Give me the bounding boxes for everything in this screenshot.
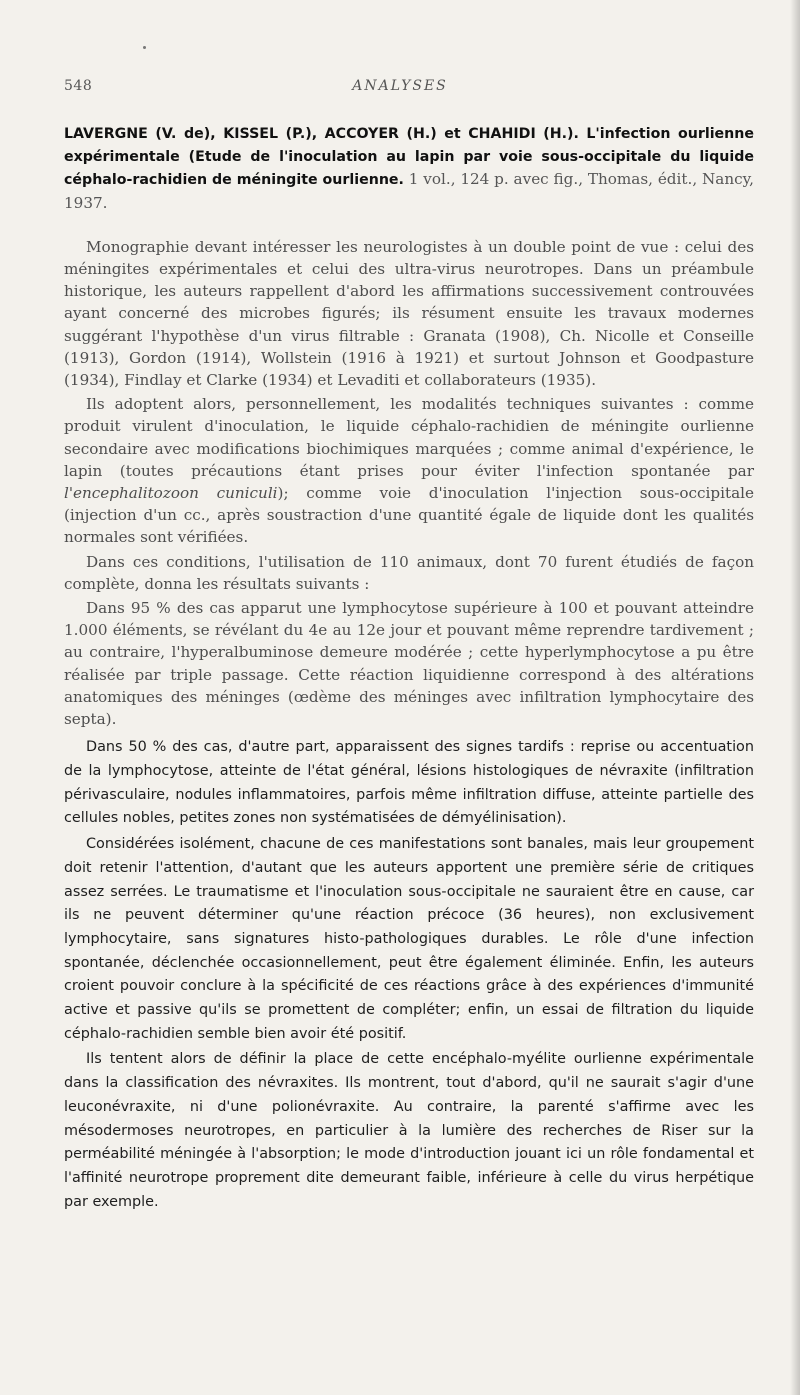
- paragraph-results-95: Dans 95 % des cas apparut une lymphocytose supérieure à 100 et pouvant atteindre 1.000 éléments, se révélant du 4e au 12e jour et pouvant même reprendre tardivement ; au contraire, l'hyperalbuminose demeure modérée ; cette hyperlymphocytose a pu être réalisée par triple passage. Cette réaction liquidienne correspond à des altérations anatomiques des méninges (œdème des méninges avec infiltration lymphocytaire des septa).: [64, 599, 754, 729]
- paragraph-conditions: Dans ces conditions, l'utilisation de 110 animaux, dont 70 furent étudiés de façon complète, donna les résultats suivants :: [64, 552, 754, 593]
- paragraph-monographie: Monographie devant intéresser les neurologistes à un double point de vue : celui des méningites expérimentales et celui des ultra-virus neurotropes. Dans un préambule historique, les auteurs rappellent d'abord les affirmations successivement controuvées ayant concerné des microbes figurés; ils résument ensuite les travaux modernes suggérant l'hypothèse d'un virus filtrable : Granata (1908), Ch. Nicolle et Conseille (1913), Gordon (1914), Wollstein (1916 à 1921) et surtout Johnson et Goodpasture (1934), Findlay et Clarke (1934) et Levaditi et collaborateurs (1935).: [64, 237, 754, 390]
- paragraph-considerations: Considérées isolément, chacune de ces manifestations sont banales, mais leur groupement doit retenir l'attention, d'autant que les auteurs apportent une première série de critiques assez serrées. Le traumatisme et l'inoculation sous-occipitale ne sauraient être en cause, car ils ne peuvent déterminer qu'une réaction précoce (36 heures), non exclusivement lymphocytaire, sans signatures histo-pathologiques durables. Le rôle d'une infection spontanée, déclenchée occasionnellement, peut être également éliminée. Enfin, les auteurs croient pouvoir conclure à la spécificité de ces réactions grâce à des expériences d'immunité active et passive qu'ils se promettent de compléter; enfin, un essai de filtration du liquide céphalo-rachidien semble bien avoir été positif.: [64, 836, 754, 1042]
- paragraph-techniques-lead: Ils adoptent alors, personnellement, les modalités techniques suivantes : comme produit virulent d'inoculation, le liquide céphalo-rachidien de méningite ourlienne secondaire avec modifications biochimiques marquées ; comme animal d'expérience, le lapin (toutes précautions étant prises pour éviter l'infection spontanée par: [64, 395, 754, 480]
- bibliographic-entry: [64, 122, 754, 214]
- page-number: 548: [64, 78, 93, 94]
- page-edge-shadow: [790, 0, 800, 1395]
- publication-info: 1 vol., 124 p. avec fig., Thomas, édit., Nancy, 1937.: [64, 170, 754, 212]
- running-head: ANALYSES: [352, 78, 448, 94]
- paragraph-classification: Ils tentent alors de définir la place de cette encéphalo-myélite ourlienne expérimentale dans la classification des névraxites. Ils montrent, tout d'abord, qu'il ne saurait s'agir d'une leuconévraxite, ni d'une polionévraxite. Au contraire, la parenté s'affirme avec les mésodermoses neurotropes, en particulier à la lumière des recherches de Riser sur la perméabilité méningée à l'absorption; le mode d'introduction jouant ici un rôle fondamental et l'affinité neurotrope proprement dite demeurant faible, inférieure à celle du virus herpétique par exemple.: [64, 1051, 754, 1210]
- paragraph-techniques: [64, 393, 754, 548]
- dust-speck: [143, 46, 146, 49]
- article-authors: LAVERGNE (V. de), KISSEL (P.), ACCOYER (H.) et CHAHIDI (H.).: [64, 126, 579, 142]
- article-title: L'infection ourlienne expérimentale (Etude de l'inoculation au lapin par voie sous-occipitale du liquide céphalo-rachidien de méningite ourlienne.: [64, 126, 754, 189]
- species-name: l'encephalitozoon cuniculi: [64, 484, 278, 503]
- paragraph-techniques-tail: ); comme voie d'inoculation l'injection sous-occipitale (injection d'un cc., après soustraction d'une quantité égale de liquide dont les qualités normales sont vérifiées.: [64, 484, 754, 547]
- article-body: [64, 122, 754, 1214]
- paragraph-results-50: Dans 50 % des cas, d'autre part, apparaissent des signes tardifs : reprise ou accentuation de la lymphocytose, atteinte de l'état général, lésions histologiques de névraxite (infiltration périvasculaire, nodules inflammatoires, parfois même infiltration diffuse, atteinte partielle des cellules nobles, petites zones non systématisées de démyélinisation).: [64, 739, 754, 827]
